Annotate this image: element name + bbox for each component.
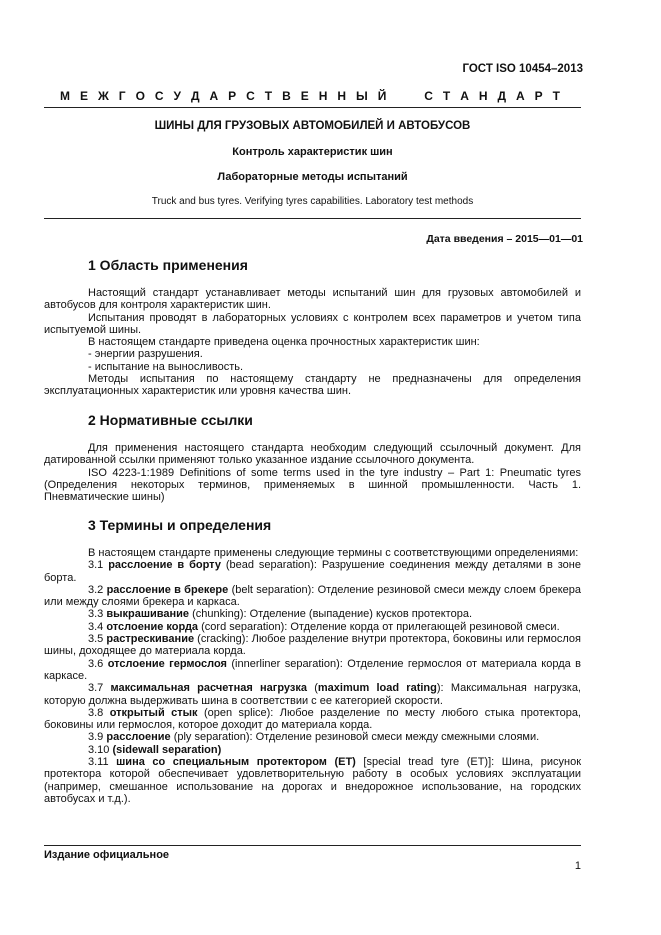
banner-letter: Д bbox=[190, 89, 200, 103]
standard-subtitle: Контроль характеристик шин bbox=[232, 146, 393, 158]
banner-letter: С bbox=[424, 89, 433, 103]
term-definition bbox=[44, 621, 581, 633]
banner-letter: С bbox=[154, 89, 164, 103]
standard-title: ШИНЫ ДЛЯ ГРУЗОВЫХ АВТОМОБИЛЕЙ И АВТОБУСОВ bbox=[154, 120, 471, 132]
term-name: отслоение корда bbox=[106, 620, 199, 633]
banner-letter: Р bbox=[534, 89, 543, 103]
term-number: 3.11 bbox=[88, 756, 117, 769]
banner-letter: В bbox=[282, 89, 291, 103]
term-number: 3.7 bbox=[88, 682, 111, 695]
banner-letter: Й bbox=[377, 89, 387, 103]
term-number: 3.5 bbox=[88, 633, 107, 646]
banner-letter: Г bbox=[118, 89, 126, 103]
banner-letter: А bbox=[209, 89, 219, 103]
term-text: (cord separation): Отделение корда от прилегающей резиновой смеси. bbox=[198, 620, 560, 633]
section-3-body bbox=[44, 547, 581, 805]
term-number: 3.1 bbox=[88, 559, 109, 572]
banner-letter: Д bbox=[497, 89, 507, 103]
top-rule bbox=[44, 107, 581, 108]
terms-list bbox=[44, 559, 581, 805]
term-name: отслоение гермослоя bbox=[107, 657, 227, 670]
term-name: выкрашивание bbox=[106, 608, 190, 621]
term-definition bbox=[44, 682, 581, 707]
banner-letter: Н bbox=[478, 89, 488, 103]
term-number: 3.4 bbox=[88, 620, 107, 633]
term-name: открытый стык bbox=[109, 706, 198, 719]
term-text: (ply separation): Отделение резиновой смеси между смежными слоями. bbox=[170, 731, 540, 744]
term-definition bbox=[44, 608, 581, 620]
banner-letter: Ж bbox=[97, 89, 109, 103]
term-english: maximum load rating bbox=[317, 682, 437, 695]
paragraph: Методы испытания по настоящему стандарту не предназначены для определения эксплуатационных характеристик или уровня качества шин. bbox=[44, 373, 581, 398]
paragraph: В настоящем стандарте приведена оценка прочностных характеристик шин: bbox=[88, 336, 480, 349]
page-number: 1 bbox=[574, 860, 581, 872]
term-text: ): Максимальная нагрузка, которую должна выдерживать шина в соответствии с ее категорией скорости. bbox=[44, 682, 581, 707]
paragraph: Испытания проводят в лабораторных условиях с контролем всех параметров и учетом типа испытуемой шины. bbox=[44, 311, 581, 336]
term-name: расслоение в борту bbox=[108, 559, 221, 572]
section-1-heading: 1 Область применения bbox=[88, 257, 248, 273]
term-text: [special tread tyre (ET)]: Шина, рисунок протектора которой обеспечивает удовлетворительную работу в особых условиях эксплуатации (например, смешанное использование на дорогах и внедорожное использование, на городских автобусах и т.д.). bbox=[44, 756, 582, 805]
term-name: максимальная расчетная нагрузка bbox=[110, 682, 307, 695]
term-number: 3.8 bbox=[88, 706, 110, 719]
list-item: - энергии разрушения. bbox=[88, 348, 203, 361]
term-number: 3.9 bbox=[88, 731, 107, 744]
banner-letter: Е bbox=[79, 89, 88, 103]
banner-letter: Т bbox=[442, 89, 451, 103]
banner-letter: А bbox=[516, 89, 525, 103]
term-text: (belt separation): Отделение резиновой смеси между слоем брекера или между слоями брекера и каркаса. bbox=[44, 583, 581, 609]
title-rule bbox=[44, 218, 581, 219]
section-3-heading: 3 Термины и определения bbox=[88, 517, 272, 533]
edition-label: Издание официальное bbox=[44, 849, 170, 861]
paragraph: Настоящий стандарт устанавливает методы испытаний шин для грузовых автомобилей и автобусов для контроля характеристик шин. bbox=[44, 287, 581, 312]
banner-letter: Т bbox=[552, 89, 560, 103]
banner-letter: Ы bbox=[355, 89, 368, 103]
term-text: (chunking): Отделение (выпадение) кусков протектора. bbox=[189, 608, 473, 621]
banner-letter: О bbox=[135, 89, 145, 103]
banner-letter: Т bbox=[264, 89, 273, 103]
term-number: 3.3 bbox=[88, 608, 107, 621]
term-definition bbox=[44, 584, 581, 609]
term-text: (bead separation): Разрушение соединения между деталями в зоне борта. bbox=[44, 559, 581, 584]
reference-entry: ISO 4223-1:1989 Definitions of some terms used in the tyre industry – Part 1: Pneumatic tyres (Определения некоторых терминов, применяемых в шинной промышленности. Часть 1. Пневматические шины) bbox=[44, 466, 581, 504]
introduction-date: Дата введения – 2015—01—01 bbox=[426, 233, 583, 245]
banner-letter: Е bbox=[300, 89, 309, 103]
paragraph: Для применения настоящего стандарта необходим следующий ссылочный документ. Для датированной ссылки применяют только указанное издание ссылочного документа. bbox=[44, 442, 581, 467]
term-number: 3.10 bbox=[88, 743, 113, 756]
footer-rule bbox=[44, 845, 581, 846]
term-number: 3.2 bbox=[88, 583, 107, 596]
paragraph: В настоящем стандарте применены следующие термины с соответствующими определениями: bbox=[88, 547, 579, 559]
term-definition bbox=[44, 756, 581, 805]
term-definition bbox=[44, 744, 581, 756]
banner-gap bbox=[396, 89, 414, 103]
section-2-body bbox=[44, 442, 581, 503]
list-item: - испытание на выносливость. bbox=[88, 360, 244, 373]
term-name: шина со специальным протектором (ET) bbox=[116, 756, 356, 769]
banner-letter: С bbox=[246, 89, 255, 103]
term-definition bbox=[44, 731, 581, 743]
banner-letter: А bbox=[460, 89, 469, 103]
term-definition bbox=[44, 633, 581, 658]
term-name: расслоение в брекере bbox=[106, 583, 229, 596]
term-name: растрескивание bbox=[106, 633, 195, 646]
banner-letter: Р bbox=[228, 89, 237, 103]
term-text: (innerliner separation): Отделение гермослоя от материала корда в каркасе. bbox=[44, 657, 581, 682]
term-text: (cracking): Любое разделение внутри протектора, боковины или гермослоя шины, доходящее до материала корда. bbox=[44, 633, 581, 658]
document-number: ГОСТ ISO 10454–2013 bbox=[462, 63, 583, 75]
term-name: расслоение bbox=[106, 731, 171, 744]
term-name: (sidewall separation) bbox=[112, 743, 222, 756]
banner-letter: У bbox=[173, 89, 181, 103]
term-number: 3.6 bbox=[88, 657, 108, 670]
english-title: Truck and bus tyres. Verifying tyres capabilities. Laboratory test methods bbox=[151, 196, 474, 207]
section-1-body bbox=[44, 287, 581, 398]
banner-letter: М bbox=[60, 89, 70, 103]
term-definition bbox=[44, 559, 581, 584]
term-definition bbox=[44, 658, 581, 683]
section-2-heading: 2 Нормативные ссылки bbox=[88, 412, 253, 428]
standard-methods-title: Лабораторные методы испытаний bbox=[217, 171, 408, 183]
banner-letter: Н bbox=[318, 89, 328, 103]
term-text: (open splice): Любое разделение по месту любого стыка протектора, боковины или гермослоя, которое доходит до материала корда. bbox=[44, 706, 581, 732]
term-text: ( bbox=[306, 682, 318, 695]
term-definition bbox=[44, 707, 581, 732]
interstate-standard-banner bbox=[60, 89, 560, 103]
banner-letter: Н bbox=[337, 89, 346, 103]
